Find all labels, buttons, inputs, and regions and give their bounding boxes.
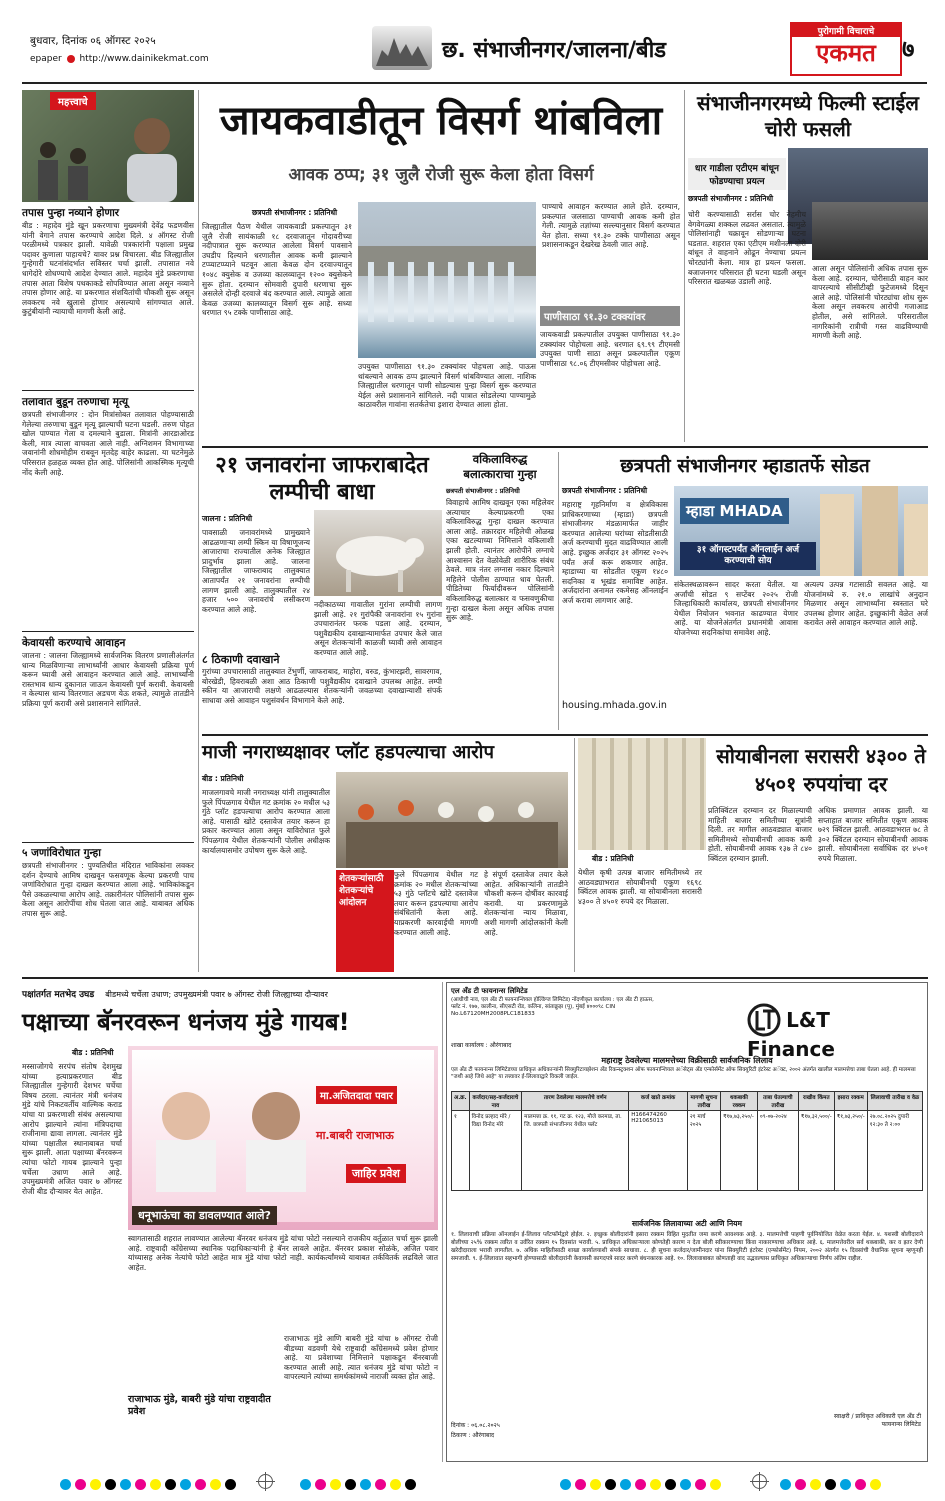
political-col2: स्वागतासाठी शहरात लावण्यात आलेल्या बॅनरवर धनंजय मुंडे यांचा फोटो नसल्याने राजकीय वर्तुळात चर्चा सुरू झाली आहे. राष्ट्रवादी काँग्रेसच्या स्थानिक पदाधिकाऱ्यांनी हे बॅनर लावले आहेत. बॅनरवर प्रकाश सोळंके, अजित पवार यांच्यासह अनेक नेत्यांचे फोटो आहेत मात्र मुंडे यांचा फोटो नाही. कार्यकर्त्यांमध्ये याबाबत तर्कवितर्क लढविले जात आहेत. (128, 1234, 438, 1272)
color-swatches-left (60, 1475, 240, 1487)
balatkar-byline: छत्रपती संभाजीनगर : प्रतिनिधी (446, 487, 520, 495)
notice-branch: शाखा कार्यालय : औरंगाबाद (451, 1042, 512, 1049)
plot-byline: बीड : प्रतिनिधी (202, 774, 244, 783)
table-cell: २७.०८.२०२५ दुपारी १२:३० ते २:०० (867, 1111, 922, 1191)
banner-slogan: जाहिर प्रवेश (346, 1164, 406, 1183)
chori-byline: छत्रपती संभाजीनगर : प्रतिनिधी (688, 194, 774, 203)
lead-col1: जिल्ह्यातील पैठण येथील जायकवाडी प्रकल्पातून ३१ जुलै रोजी सायंकाळी १८ दरवाजातून गोदावरीच्या नदीपात्रात सुरू करण्यात आलेला विसर्ग पावसाने उघडीप दिल्याने धरणातील आवक कमी झाल्याने टप्प्याटप्प्याने घटवून आता केवळ दोन दरवाज्यातून १०४८ क्युसेक व उजव्या कालव्यातून १२०० क्युसेकने सुरू होता. दरम्यान सोमवारी दुपारी धरणाचा सुरू असलेले दोन्ही दरवाजे बंद करण्यात आले. त्यामुळे आता केवळ उजव्या कालव्यातून विसर्ग सुरू आहे. सध्या धरणात ९५ टक्के पाणीसाठा आहे. (202, 222, 352, 318)
table-cell: मालमत्ता क्र. ११, गट क्र. १२३, मौजे करमाड, ता. जि. छत्रपती संभाजीनगर येथील फ्लॅट (522, 1111, 629, 1191)
soyabean-col2: प्रतिक्विंटल दरम्यान दर मिळाल्याची माहिती बाजार समितीच्या सूत्रांनी दिली. तर मागील आठवड्यात बाजार समितीमध्ये सोयाबीनची आवक कमी होती. सोयाबीनची आवक १३७ ते ८४० क्विंटल दरम्यान झाली. (708, 806, 812, 863)
website-url: http://www.dainikekmat.com (79, 54, 209, 64)
soyabean-col3: अधिक प्रमाणात आवक झाली. या सप्ताहात बाजार समितीत एकूण आवक ७२९ क्विंटल झाली. आठवडाभरात ७८ ते ३०२ क्विंटल दरम्यान सोयाबीनची आवक झाली. सोयाबीनला सर्वाधिक दर ४५०१ रुपये मिळाला. (818, 806, 928, 863)
political-col3: राजाभाऊ मुंडे आणि बाबरी मुंडे यांचा ७ ऑगस्ट रोजी बीडच्या वडवणी येथे राष्ट्रवादी काँग्रेसमध्ये प्रवेश होणार आहे. या प्रवेशाच्या निमित्ताने पक्षाकडून बॅनरबाजी करण्यात आली आहे. त्यात धनंजय मुंडे यांचा फोटो न वापरल्याने त्यांच्या समर्थकांमध्ये नाराजी व्यक्त होत आहे. (284, 1334, 438, 1382)
mhada-badge: ३१ ऑगस्टपर्यंत ऑनलाईन अर्ज करण्याची सोय (680, 542, 816, 570)
table-header-cell: थकबाकी रक्कम (721, 1092, 758, 1111)
table-header-cell: तारण ठेवलेल्या मालमत्तेचे वर्णन (522, 1092, 629, 1111)
soyabean-byline: बीड : प्रतिनिधी (592, 854, 634, 863)
notice-table (451, 1091, 923, 1191)
plot-col2: फुले पिंपळगाव येथील गट क्रमांक २० मधील शेतकऱ्यांच्या ५३ गुंठे प्लॉटचे खोटे दस्तावेज तयार करून हडपल्याचा आरोप संबंधितांनी केला आहे. याप्रकरणी कारवाईची मागणी करण्यात आली आहे. (394, 870, 478, 937)
registration-mark-right (752, 1474, 767, 1489)
protest-caption: शेतकऱ्यांसाठी शेतकऱ्यांचे आंदोलन (336, 870, 394, 972)
page-number: ७ (902, 35, 915, 63)
s4-body: छत्रपती संभाजीनगर : पुण्यतिथीत मंदिरात भाविकांना लवकर दर्शन देण्याचे आमिष दाखवून फसवणूक केल्या प्रकरणी पाच जणांविरोधात गुन्हा दाखल करण्यात आला आहे. भाविकांकडून पैसे उकळल्याचा आरोप आहे. तक्रारीनंतर पोलिसांनी तपास सुरू केला असून आरोपींचा शोध घेतला जात आहे. याबाबत अधिक तपास सुरू आहे. (22, 861, 194, 918)
table-header-cell: लिलावाची तारीख व वेळ (867, 1092, 922, 1111)
political-headline: पक्षाच्या बॅनरवरून धनंजय मुंडे गायब! (22, 1008, 350, 1036)
s1-headline: तपास पुन्हा नव्याने होणार (22, 207, 120, 219)
notice-terms-head: सार्वजनिक लिलावाच्या अटी आणि नियम (632, 1219, 742, 1228)
notice-date: दिनांक : ०६.०८.२०२५ (451, 1422, 500, 1429)
table-cell: H166474260 H21065013 (629, 1111, 688, 1191)
plot-col3: हे संपूर्ण दस्तावेज तयार केले आहेत. अधिकाऱ्यांनी तातडीने चौकशी करून दोषींवर कारवाई करावी. या प्रकरणामुळे शेतकऱ्यांना न्याय मिळावा, अशी मागणी आंदोलकांनी केली आहे. (484, 870, 568, 937)
notice-title: महाराष्ट्र ठेवलेल्या मालमत्तेच्या विक्रीसाठी सार्वजनिक लिलाव (601, 1056, 773, 1065)
plot-col1: माजलगावचे माजी नगराध्यक्ष यांनी तालुक्यातील फुले पिंपळगाव येथील गट क्रमांक २० मधील ५३ गुंठे प्लॉट हडपल्याचा आरोप करण्यात आला आहे. यासाठी खोटे दस्तावेज तयार करून हा प्रकार करण्यात आला असून याविरोधात फुले पिंपळगाव येथील शेतकऱ्यांनी पोलीस अधीक्षक कार्यालयासमोर उपोषण सुरू केले आहे. (202, 788, 330, 855)
mhada-col2: संकेतस्थळावरून सादर करता येतील. या अर्जांची सोडत ९ सप्टेंबर २०२५ रोजी जिल्हाधिकारी कार्यालय, छत्रपती संभाजीनगर येथील नियोजन भवनात काढण्यात येणार आहे. या योजनेअंतर्गत प्रधानमंत्री आवास योजनेच्या सदनिकांचा समावेश आहे. (674, 580, 798, 637)
banner-photo (128, 1046, 438, 1230)
balatkar-headline: वकिलाविरुद्ध बलात्काराचा गुन्हा (463, 452, 537, 481)
balatkar-story (446, 452, 554, 730)
table-header-cell: अ.क्र. (452, 1092, 470, 1111)
political-subhead: राजाभाऊ मुंडे, बाबरी मुंडे यांचा राष्ट्रवादीत प्रवेश (128, 1394, 271, 1417)
kicker-label: पक्षांतर्गत मतभेद उघड (22, 990, 95, 1000)
soyabean-story (578, 738, 928, 972)
dam-photo (358, 202, 536, 358)
table-header-cell: कर्ज खाते क्रमांक (629, 1092, 688, 1111)
political-story (22, 982, 438, 1462)
lead-byline: छत्रपती संभाजीनगर : प्रतिनिधी (252, 208, 338, 217)
lead-col2: उपयुक्त पाणीसाठा ९१.३० टक्क्यांवर पोहचला आहे. पाऊस थांबल्याने आवक ठप्प झाल्याने विसर्ग थांबविण्यात आला. नाशिक जिल्ह्यातील धरणातून पाणी सोडल्यास पुन्हा विसर्ग सुरू करण्यात येईल असे प्रशासनाने सांगितले. नदी पात्रात सोडलेल्या पाण्यामुळे काठावरील गावांना सतर्कतेचा इशारा देण्यात आला होता. (358, 362, 536, 410)
lead-subhead: आवक ठप्प; ३१ जुलै रोजी सुरू केला होता विसर्ग (288, 165, 594, 185)
lead-headline: जायकवाडीतून विसर्ग थांबविला (219, 98, 663, 144)
mhada-story (562, 452, 928, 730)
notice-place: ठिकाण : औरंगाबाद (451, 1432, 495, 1439)
s4-headline: ५ जणांविरोधात गुन्हा (22, 847, 101, 859)
notice-intro: एल अँड टी फायनान्स लिमिटेडच्या प्राधिकृत अधिकाऱ्यांनी सिक्युरिटायझेशन अँड रिकन्स्ट्रक्शन ऑफ फायनान्शियल अॅसेट्स अँड एन्फोर्समेंट ऑफ सिक्युरिटी इंटरेस्ट अॅक्ट, २००२ अंतर्गत खालील मालमत्तेचा ताबा घेतला आहे. ही मालमत्ता "जशी आहे जिथे आहे" या तत्त्वावर ई-लिलावाद्वारे विकली जाईल. (451, 1067, 916, 1080)
water-storage-box (540, 306, 680, 440)
mahatvache-label: महत्त्वाचे (50, 92, 96, 110)
lead-story (202, 90, 680, 442)
atm-photo-2 (812, 202, 928, 260)
table-header-cell: मागणी सूचना तारीख (687, 1092, 720, 1111)
box-body: जायकवाडी प्रकल्पातील उपयुक्त पाणीसाठा ९१.३० टक्क्यांवर पोहोचला आहे. धरणात ६९.९९ टीएमसी उपयुक्त पाणी साठा असून प्रकल्पातील एकूण पाणीसाठा ९८.०६ टीएमसीवर पोहोचला आहे. (540, 330, 680, 368)
table-header-cell: राखीव किंमत (798, 1092, 834, 1111)
s2-body: छत्रपती संभाजीनगर : दोन मित्रांसोबत तलावात पोहण्यासाठी गेलेल्या तरुणाचा बुडून मृत्यू झाल्याची घटना घडली. तरुण पोहत खोल पाण्यात गेला व दमल्याने बुडाला. मित्रांनी आरडाओरड केली, मात्र त्याला वाचवता आले नाही. अग्निशमन विभागाच्या जवानांनी शोधमोहीम राबवून मृतदेह बाहेर काढला. या घटनेमुळे परिसरात हळहळ व्यक्त होत आहे. पोलिसांनी आकस्मिक मृत्यूची नोंद केली आहे. (22, 410, 194, 477)
lampi-col2: नदीकाठच्या गावातील गुरांना लम्पीची लागण झाली आहे. २१ गुरांपैकी जनावरांना १५ गुरांना उपचारानंतर फरक पडला आहे. दरम्यान, पशुवैद्यकीय दवाखान्यामार्फत उपचार केले जात असून शेतकऱ्यांनी काळजी घ्यावी असे आवाहन करण्यात आले आहे. (314, 600, 442, 657)
lead-col3: पाण्याचे आवाहन करण्यात आले होते. दरम्यान, प्रकल्पात जलसाठा पाण्याची आवक कमी होत गेली. त्यामुळे तज्ञांच्या सल्ल्यानुसार विसर्ग करण्यात येत होता. सध्या ९१.३० टक्के पाणीसाठा असून प्रशासनाकडून देखरेख ठेवली जात आहे. (542, 202, 680, 250)
table-header-cell: इसारा रक्कम (834, 1092, 867, 1111)
plot-headline: माजी नगराध्यक्षावर प्लॉट हडपल्याचा आरोप (202, 742, 494, 763)
soyabean-col1: येथील कृषी उत्पन्न बाजार समितीमध्ये तर आठवड्याभरात सोयाबीनची एकूण १६९८ क्विंटल आवक झाली. या सोयाबीनला सरासरी ४३०० ते ४५०१ रुपये दर मिळाला. (578, 868, 702, 906)
s3-headline: केवायसी करण्याचे आवाहन (22, 637, 126, 649)
lnt-notice (446, 982, 928, 1462)
political-kicker (22, 982, 438, 998)
color-swatches-far-right (780, 1475, 885, 1487)
lampi-col1: पावसाळी जनावरांमध्ये प्रामुख्याने आढळणाऱ्या लम्पी स्किन या विषाणूजन्य आजाराचा राज्यातील अनेक जिल्ह्यात प्रादुर्भाव झाला आहे. जालना जिल्ह्यातील जाफराबाद तालुक्यात आतापर्यंत २१ जनावरांना लम्पीची लागण झाली आहे. तालुक्यातील २४ हजार ५०० जनावरांचे लसीकरण करण्यात आले आहे. (202, 528, 310, 614)
soyabean-photo (578, 738, 706, 850)
kicker-text: बीडमध्ये चर्चेला उधाण; उपमुख्यमंत्री पवार ७ ऑगस्ट रोजी जिल्ह्याच्या दौऱ्यावर (105, 990, 328, 999)
lampi-byline: जालना : प्रतिनिधी (202, 514, 253, 523)
table-cell: ₹१७,७३,२५०/- (721, 1111, 758, 1191)
s1-body: बीड : महादेव मुंडे खून प्रकरणाचा मुख्यमंत्री देवेंद्र फडणवीस यांनी वेगाने तपास करण्याचे आदेश दिले. ४ ऑगस्ट रोजी परळीमध्ये पत्रकार झाली. यावेळी पत्रकारांनी पक्षाला प्रमुख पदावर कुणाला पाहायचे? यावर प्रश्न विचारला. बीड जिल्ह्यातील गुन्हेगारी घटनांसंदर्भात सविस्तर चर्चा झाली. तपासात नवे धागेदोरे शोधण्याचे आदेश देण्यात आले. महादेव मुंडे प्रकरणाचा तपास आता विशेष पथकाकडे सोपविण्यात आला असून नव्याने तपास होणार आहे. या प्रकरणात संशयितांची चौकशी सुरू असून लवकरच नवे खुलासे होणार असल्याचे सांगण्यात आले. कुटुंबीयांनी न्यायाची मागणी केली आहे. (22, 221, 194, 317)
epaper-icon (67, 55, 75, 63)
chori-col1: चोरी करण्यासाठी सर्रास चोर नेहमीच वेगवेगळ्या शक्कल लढवत असतात. त्यामुळे पोलिसांनाही चक्रावून सोडणाऱ्या घटना घडतात. शहरात एका एटीएम मशीनला दोरी बांधून ते वाहनाने ओढून नेण्याचा प्रयत्न चोरट्यांनी केला. मात्र हा प्रयत्न फसला. बजाजनगर परिसरात ही घटना घडली असून परिसरात खळबळ उडाली आहे. (688, 210, 806, 287)
chori-story (688, 90, 928, 442)
lampi-story (202, 452, 442, 730)
lampi-subbody: गुरांच्या उपचारासाठी तालुक्यात टेंभुर्णी, जाफराबाद, माहोरा, वरुड, कुंभारझरी, सावरगाव, बोरखेडी, हिवराबळी अशा आठ ठिकाणी पशुवैद्यकीय दवाखाने उपलब्ध आहेत. लम्पी स्कीन या आजाराची लक्षणे आढळल्यास शेतकऱ्यांनी जवळच्या दवाखान्याशी संपर्क साधावा असे आवाहन पशुसंवर्धन विभागाने केले आहे. (202, 667, 442, 705)
protest-photo (336, 772, 568, 868)
color-swatches-center (300, 1475, 420, 1487)
mhada-sign: म्हाडा MHADA (680, 498, 789, 524)
mhada-photo (674, 486, 928, 576)
mhada-website[interactable]: housing.mhada.gov.in (562, 700, 667, 711)
banner-name-1: मा.अजितदादा पवार (316, 1086, 397, 1104)
soyabean-headline: सोयाबीनला सरासरी ४३०० ते ४५०१ रुपयांचा दर (716, 744, 926, 796)
notice-signature: स्वाक्षरी / प्राधिकृत अधिकारी एल अँड टी फायनान्स लिमिटेड (834, 1413, 921, 1428)
registration-mark-left (258, 1474, 273, 1489)
chori-col2: आला असून पोलिसांनी अधिक तपास सुरू केला आहे. दरम्यान, चोरीसाठी वाहन कार वापरल्याचे सीसीटीव्ही फुटेजमध्ये दिसून आले आहे. पोलिसांनी चोरट्यांचा शोध सुरू केला असून लवकरच आरोपी गजाआड होतील, असे सांगितले. परिसरातील नागरिकांनी रात्रीची गस्त वाढविण्याची मागणी केली आहे. (812, 264, 928, 341)
table-header-cell: ताबा घेतल्याची तारीख (757, 1092, 798, 1111)
masthead-skyline-image (372, 26, 432, 70)
notice-table-header (452, 1092, 923, 1111)
lnt-logo-icon (747, 1003, 781, 1037)
color-swatches-right (560, 1475, 725, 1487)
table-cell: ₹१,७३,२५०/- (834, 1111, 867, 1191)
lampi-headline: २१ जनावरांना जाफराबादेत लम्पीची बाधा (215, 453, 429, 505)
chori-headline: संभाजीनगरमध्ये फिल्मी स्टाईल चोरी फसली (697, 91, 919, 141)
epaper-link[interactable] (30, 54, 209, 64)
banner-name-2: मा.बाबरी राजाभाऊ (316, 1129, 394, 1142)
mhada-col1: महाराष्ट्र गृहनिर्माण व क्षेत्रविकास प्राधिकरणाच्या (म्हाडा) छत्रपती संभाजीनगर मंडळामार्फत जाहीर करण्यात आलेल्या घरांच्या सोडतीसाठी अर्ज करण्याची मुदत वाढविण्यात आली आहे. इच्छुक अर्जदार ३१ ऑगस्ट २०२५ पर्यंत अर्ज करू शकणार आहेत. म्हाडाच्या या सोडतीत एकूण १४८० सदनिका व भूखंड समाविष्ट आहेत. अर्जदारांना अनामत रकमेसह ऑनलाईन अर्ज करावा लागणार आहे. (562, 500, 668, 605)
banner-question: धनूभाऊंचा का डावलण्यात आले? (132, 1206, 277, 1225)
brand-name: एकमत (816, 39, 876, 67)
edition-title: छ. संभाजीनगर/जालना/बीड (442, 38, 667, 63)
box-headline: पाणीसाठा ९१.३० टक्क्यांवर (540, 306, 680, 326)
notice-terms: १. लिलावाची प्रक्रिया ऑनलाईन ई-लिलाव प्लॅटफॉर्मद्वारे होईल. २. इच्छुक बोलीदारांनी इसारा रक्कम विहित मुदतीत जमा करणे आवश्यक आहे. ३. मालमत्तेची पाहणी पूर्वनियोजित वेळेत करता येईल. ४. यशस्वी बोलीदाराने बोलीच्या २५% रक्कम त्वरित व उर्वरित रक्कम १५ दिवसांत भरावी. ५. प्राधिकृत अधिकाऱ्याला कोणतेही कारण न देता बोली स्वीकारण्याचा किंवा नाकारण्याचा अधिकार आहे. ६. मालमत्तेवरील सर्व थकबाकी, कर व इतर देणी खरेदीदाराला भरावी लागतील. ७. अधिक माहितीसाठी शाखा कार्यालयाशी संपर्क साधावा. ८. ही सूचना कर्जदार/जामीनदार यांना सिक्युरिटी इंटरेस्ट (एन्फोर्समेंट) नियम, २००२ अंतर्गत १५ दिवसांची वैधानिक सूचना म्हणूनही समजावी. ९. ई-लिलावात सहभागी होण्यासाठी बोलीदारांनी केवायसी कागदपत्रे सादर करणे बंधनकारक आहे. १०. लिलावाबाबत कोणताही वाद उद्भवल्यास प्राधिकृत अधिकाऱ्याचा निर्णय अंतिम राहील. (451, 1232, 923, 1262)
table-cell: ०९-०७-२०२४ (757, 1111, 798, 1191)
lnt-logo (747, 1003, 917, 1061)
s3-body: जालना : जालना जिल्ह्यामध्ये सार्वजनिक वितरण प्रणालीअंतर्गत धान्य मिळविणाऱ्या लाभार्थ्यांनी आधार केवायसी प्रक्रिया पूर्ण करून घ्यावी असे आवाहन करण्यात आले आहे. लाभार्थ्यांनी रास्तभाव धान्य दुकानात जाऊन केवायसी पूर्ण करावी. केवायसी न केल्यास धान्य वितरणात अडचण येऊ शकते, त्यामुळे तातडीने प्रक्रिया पूर्ण करावी असे प्रशासनाने सांगितले. (22, 651, 194, 708)
s2-headline: तलावात बुडून तरुणाचा मृत्यू (22, 396, 129, 408)
balatkar-body: विवाहाचे आमिष दाखवून एका महिलेवर अत्याचार केल्याप्रकरणी एका वकिलाविरुद्ध गुन्हा दाखल करण्यात आला आहे. तक्रारदार महिलेची ओळख एका खटल्याच्या निमित्ताने वकिलाशी झाली होती. त्यानंतर आरोपीने लग्नाचे आश्वासन देत वेळोवेळी शारीरिक संबंध ठेवले. मात्र नंतर लग्नास नकार दिल्याने महिलेने पोलीस ठाण्यात धाव घेतली. पीडितेच्या फिर्यादीवरून पोलिसांनी वकिलाविरुद्ध बलात्कार व फसवणुकीचा गुन्हा दाखल केला असून अधिक तपास सुरू आहे. (446, 498, 554, 623)
brand-tagline: पुरोगामी विचाराचे (792, 24, 900, 37)
mhada-headline: छत्रपती संभाजीनगर म्हाडातर्फे सोडत (620, 455, 870, 477)
lampi-subhead: ८ ठिकाणी दवाखाने (202, 653, 280, 666)
table-cell: विनोद प्रल्हाद मोरे / विद्या विनोद मोरे (469, 1111, 522, 1191)
cow-photo (314, 510, 442, 596)
table-header-cell: कर्जदार/सह-कर्जदाराचे नाव (469, 1092, 522, 1111)
mhada-col3: अत्यल्प उत्पन्न गटासाठी सवलत आहे. या योजनांमध्ये रु. २१.० लाखांचे अनुदान मिळणार असून लाभार्थ्यांना स्वस्तात घरे उपलब्ध होणार आहेत. इच्छुकांनी वेळेत अर्ज करावेत असे आवाहन करण्यात आले आहे. (804, 580, 928, 628)
table-cell: ₹१७,३२,५००/- (798, 1111, 834, 1191)
political-col1: मस्साजोगचे सरपंच संतोष देशमुख यांच्या हत्याप्रकरणात बीड जिल्ह्यातील गुन्हेगारी देशभर चर्चेचा विषय ठरला. त्यानंतर मंत्री धनंजय मुंडे यांचे निकटवर्तीय वाल्मिक कराड यांचा या प्रकरणाशी संबंध असल्याचा आरोप झाल्याने त्यांना मंत्रिपदाचा राजीनामा द्यावा लागला. त्यानंतर मुंडे यांच्या पक्षातील स्थानाबाबत चर्चा सुरू झाली. आता पक्षाच्या बॅनरवरून त्यांचा फोटो गायब झाल्याने पुन्हा चर्चेला उधाण आले आहे. उपमुख्यमंत्री अजित पवार ७ ऑगस्ट रोजी बीड दौऱ्यावर येत आहेत. (22, 1062, 122, 1196)
table-cell: १ (452, 1111, 470, 1191)
table-row (452, 1111, 923, 1191)
epaper-label: epaper (30, 54, 62, 64)
mhada-byline: छत्रपती संभाजीनगर : प्रतिनिधी (562, 486, 648, 495)
chori-caption: धार गाडीला एटीएम बांधून फोडण्याचा प्रयत्न (688, 158, 786, 190)
table-cell: २१ मार्च २०२५ (687, 1111, 720, 1191)
notice-company: एल अँड टी फायनान्स लिमिटेड (451, 987, 528, 995)
political-byline: बीड : प्रतिनिधी (72, 1048, 114, 1057)
masthead-date: बुधवार, दिनांक ०६ ऑगस्ट २०२५ (30, 35, 156, 47)
brand-logo (790, 22, 902, 76)
lnt-logo-text: L&T Finance (747, 1008, 835, 1061)
mahatvache-photo (22, 90, 194, 202)
mahatvache-column (22, 90, 194, 972)
masthead (22, 22, 927, 80)
notice-address: (आधीची नाव, एल अँड टी फायनान्शियल होल्डिंग्ज लिमिटेड) नोंदणीकृत कार्यालय : एल अँड टी हाऊस, फ्लॅट नं. १७७, कालीना, सीएसटी रोड, कलिना, सांताक्रुझ (पू), मुंबई ४०००९८ CIN No.L67120MH2008PLC181833 (451, 997, 654, 1017)
